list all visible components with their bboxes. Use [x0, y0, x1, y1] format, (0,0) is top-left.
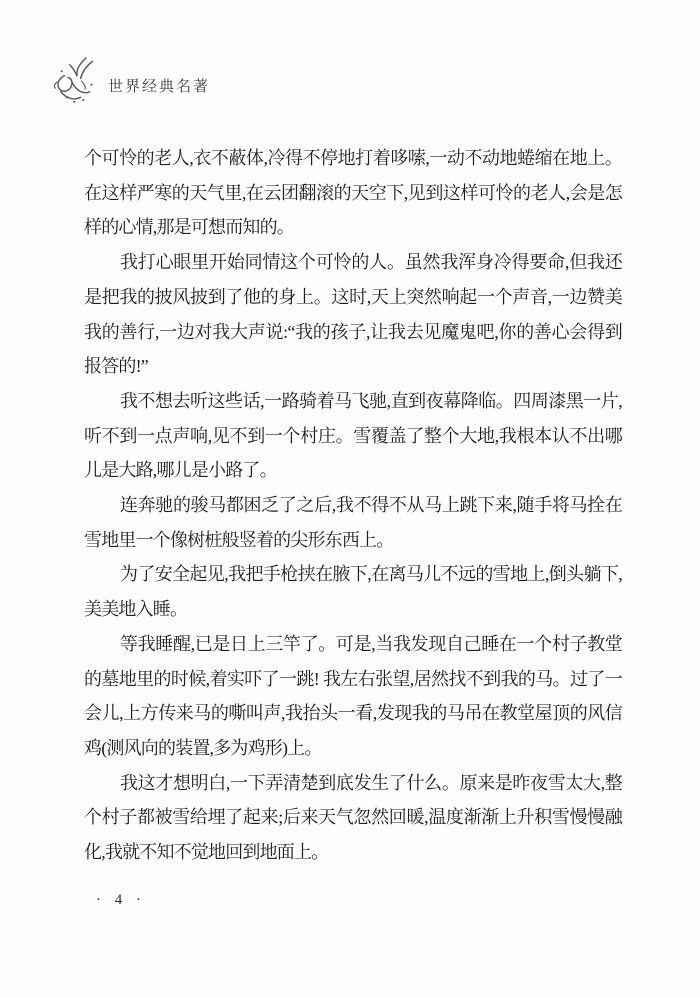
story-text-block	[84, 141, 622, 870]
paragraph: 等我睡醒,已是日上三竿了。可是,当我发现自己睡在一个村子教堂的墓地里的时候,着实吓了一跳! 我左右张望,居然找不到我的马。过了一会儿,上方传来马的嘶叫声,我抬头一看,发现我的马吊在教堂屋顶的风信鸡(测风向的装置,多为鸡形)上。	[84, 633, 622, 758]
paragraph: 我这才想明白,一下弄清楚到底发生了什么。原来是昨夜雪太大,整个村子都被雪给埋了起来;后来天气忽然回暖,温度渐渐上升积雪慢慢融化,我就不知不觉地回到地面上。	[84, 772, 622, 863]
paragraph: 个可怜的老人,衣不蔽体,冷得不停地打着哆嗦,一动不动地蜷缩在地上。在这样严寒的天气里,在云团翻滚的天空下,见到这样可怜的老人,会是怎样的心情,那是可想而知的。	[84, 148, 622, 238]
paragraph: 我打心眼里开始同情这个可怜的人。虽然我浑身冷得要命,但我还是把我的披风披到了他的身上。这时,天上突然响起一个声音,一边赞美我的善行,一边对我大声说:“我的孩子,让我去见魔鬼吧,你的善心会得到报答的!”	[84, 252, 622, 377]
page-footer	[96, 891, 146, 909]
paragraph: 为了安全起见,我把手枪挟在腋下,在离马儿不远的雪地上,倒头躺下,美美地入睡。	[84, 564, 622, 620]
paragraph: 我不想去听这些话,一路骑着马飞驰,直到夜幕降临。四周漆黑一片,听不到一点声响,见不到一个村庄。雪覆盖了整个大地,我根本认不出哪儿是大路,哪儿是小路了。	[84, 390, 622, 481]
page-header	[50, 54, 210, 110]
paragraph: 连奔驰的骏马都困乏了之后,我不得不从马上跳下来,随手将马拴在雪地里一个像树桩般竖着的尖形东西上。	[84, 495, 622, 550]
series-logo-icon	[50, 54, 104, 110]
series-label: 世界经典名著	[108, 78, 211, 95]
page-number: · 4 ·	[96, 892, 146, 908]
